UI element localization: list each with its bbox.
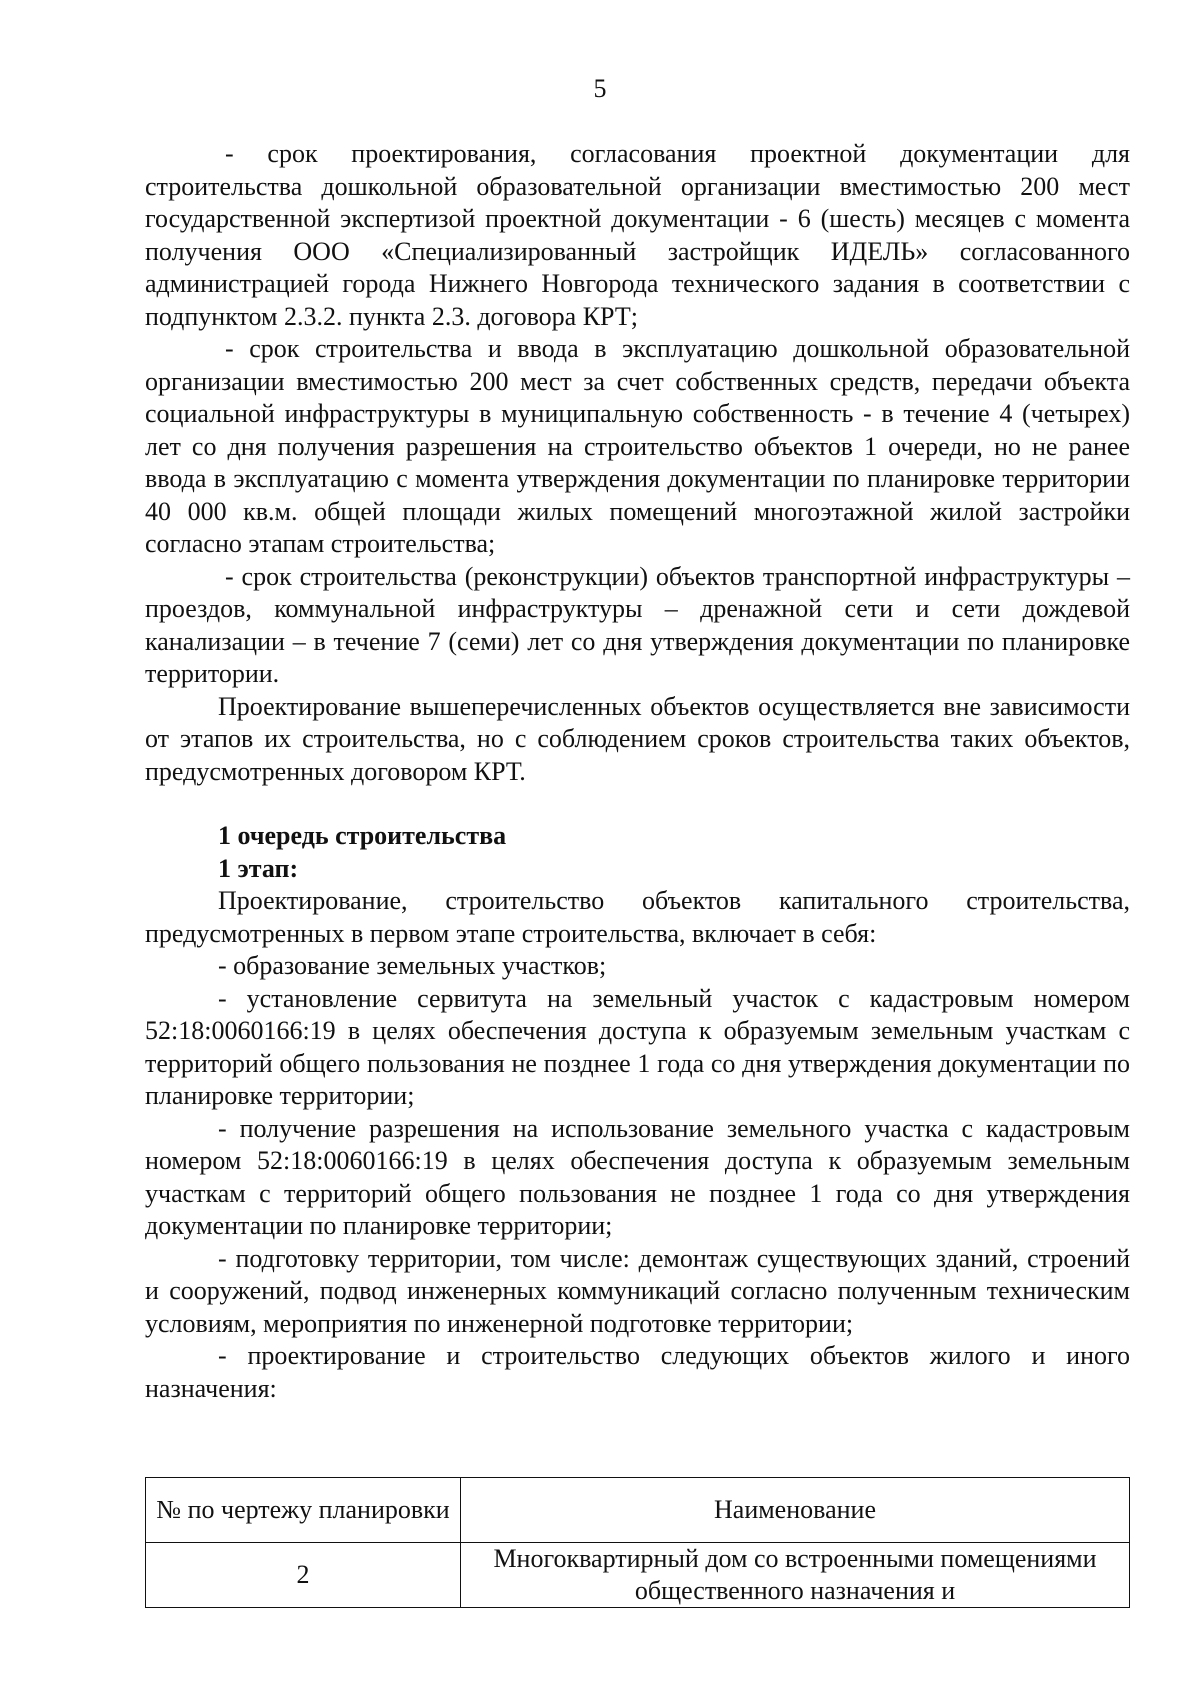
heading-construction-queue: 1 очередь строительства xyxy=(218,821,507,850)
paragraph-infrastructure-deadline: - срок строительства (реконструкции) объектов транспортной инфраструктуры – проездов, коммунальной инфраструктуры – дренажной сети и сети дождевой канализации – в течение 7 (семи) лет со дня утверждения документации по планировке территории. xyxy=(145,561,1130,688)
column-header-name: Наименование xyxy=(461,1478,1130,1543)
page-number: 5 xyxy=(593,74,607,103)
table-row xyxy=(146,1543,1130,1608)
table-cell-name: Многоквартирный дом со встроенными помещениями общественного назначения и xyxy=(461,1543,1130,1608)
objects-table xyxy=(145,1477,1130,1608)
list-item-objects-design: - проектирование и строительство следующих объектов жилого и иного назначения: xyxy=(145,1341,1130,1403)
paragraph-design-note: Проектирование вышеперечисленных объектов осуществляется вне зависимости от этапов их строительства, но с соблюдением сроков строительства таких объектов, предусмотренных договором КРТ. xyxy=(145,691,1130,786)
section-spacer xyxy=(145,788,1130,820)
heading-stage: 1 этап: xyxy=(218,853,299,883)
table-header-row xyxy=(146,1478,1130,1543)
list-item-land-use-permit: - получение разрешения на использование земельного участка с кадастровым номером 52:18:0060166:19 в целях обеспечения доступа к образуемым земельным участкам с территорий общего пользования не позднее 1 года со дня утверждения документации по планировке территории; xyxy=(145,1113,1130,1240)
column-header-drawing-number: № по чертежу планировки xyxy=(146,1478,461,1543)
table-cell-drawing-number: 2 xyxy=(146,1543,461,1608)
paragraph-stage-intro: Проектирование, строительство объектов капитального строительства, предусмотренных в первом этапе строительства, включает в себя: xyxy=(145,886,1130,948)
paragraph-construction-deadline: - срок строительства и ввода в эксплуатацию дошкольной образовательной организации вместимостью 200 мест за счет собственных средств, передачи объекта социальной инфраструктуры в муниципальную собственность - в течение 4 (четырех) лет со дня получения разрешения на строительство объектов 1 очереди, но не ранее ввода в эксплуатацию с момента утверждения документации по планировке территории 40 000 кв.м. общей площади жилых помещений многоэтажной жилой застройки согласно этапам строительства; xyxy=(145,334,1130,558)
paragraph-design-deadline: - срок проектирования, согласования проектной документации для строительства дошкольной образовательной организации вместимостью 200 мест государственной экспертизой проектной документации - 6 (шесть) месяцев с момента получения ООО «Специализированный застройщик ИДЕЛЬ» согласованного администрацией города Нижнего Новгорода технического задания в соответствии с подпунктом 2.3.2. пункта 2.3. договора КРТ; xyxy=(145,139,1130,331)
list-item-site-preparation: - подготовку территории, том числе: демонтаж существующих зданий, строений и сооружений, подвод инженерных коммуникаций согласно полученным техническим условиям, мероприятия по инженерной подготовке территории; xyxy=(145,1243,1130,1338)
list-item-land-plots: - образование земельных участков; xyxy=(218,951,607,980)
document-body xyxy=(145,138,1130,1405)
list-item-servitude: - установление сервитута на земельный участок с кадастровым номером 52:18:0060166:19 в целях обеспечения доступа к образуемым земельным участкам с территорий общего пользования не позднее 1 года со дня утверждения документации по планировке территории; xyxy=(145,983,1130,1110)
